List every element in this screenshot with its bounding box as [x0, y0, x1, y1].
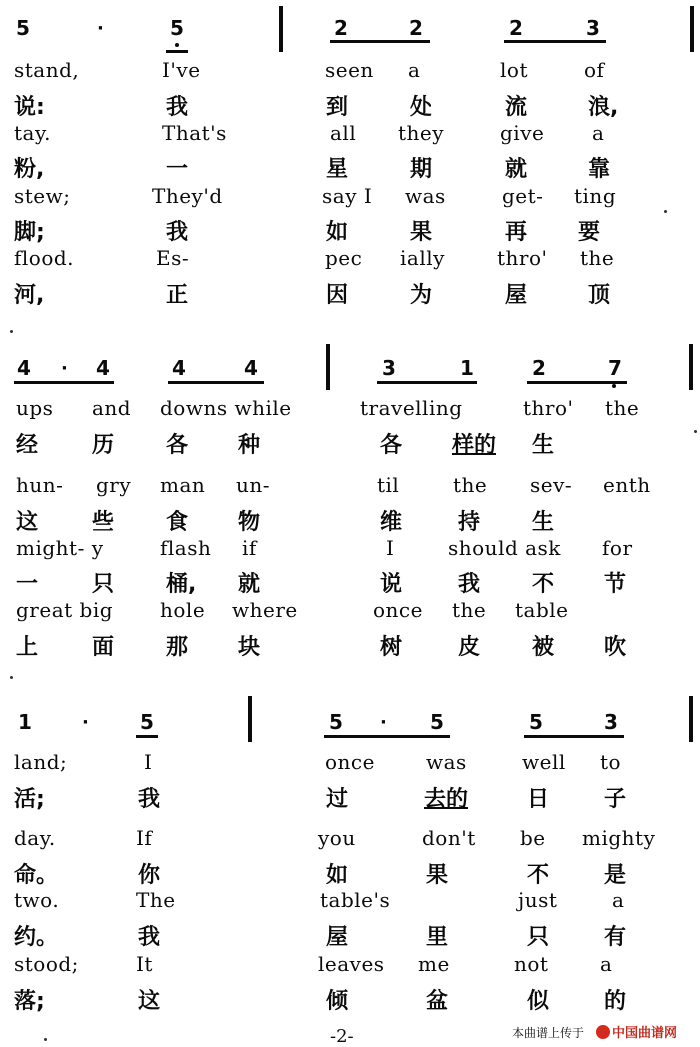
barline: [689, 696, 693, 742]
note: 2: [334, 16, 348, 40]
lyric-en: a: [592, 121, 605, 145]
beam-underline: [168, 381, 264, 384]
beam-underline: [377, 381, 477, 384]
scan-speck: [694, 430, 697, 433]
beam-underline: [524, 735, 624, 738]
lyric-cn: 处: [410, 95, 433, 120]
lyric-cn: 如: [326, 863, 349, 888]
lyric-cn: 一: [166, 157, 189, 182]
beam-underline: [527, 381, 627, 384]
scan-speck: [664, 210, 667, 213]
lyric-en: If: [136, 826, 153, 850]
dot-separator: ·: [380, 712, 387, 733]
lyric-cn: 块: [238, 635, 261, 660]
lyric-cn: 样的: [452, 433, 497, 458]
lyric-cn: 那: [166, 635, 189, 660]
scan-speck: [10, 676, 13, 679]
lyric-cn: 被: [532, 635, 555, 660]
lyric-en: ups: [16, 396, 54, 420]
lyric-en: stew;: [14, 184, 71, 208]
lyric-en: leaves: [318, 952, 385, 976]
lyric-cn: 期: [410, 157, 433, 182]
lyric-cn: 子: [604, 787, 627, 812]
lyric-en: sev-: [530, 473, 573, 497]
note: 2: [509, 16, 523, 40]
lyric-cn: 就: [505, 157, 528, 182]
lyric-cn: 盆: [426, 989, 449, 1014]
lyric-cn: 顶: [588, 283, 611, 308]
lyric-en: thro': [523, 396, 574, 420]
lyric-en: me: [418, 952, 450, 976]
note: 5: [16, 16, 30, 40]
lyric-cn: 如: [326, 220, 349, 245]
lyric-cn: 有: [604, 925, 627, 950]
lyric-en: you: [318, 826, 356, 850]
lyric-cn: 我: [166, 95, 189, 120]
lyric-cn: 食: [166, 510, 189, 535]
lyric-cn: 我: [458, 572, 481, 597]
lyric-cn: 约。: [14, 925, 59, 950]
lyric-cn: 历: [92, 433, 115, 458]
beam-underline: [330, 40, 430, 43]
lyric-cn: 屋: [505, 283, 528, 308]
lyric-cn: 只: [92, 572, 115, 597]
lyric-en: the: [453, 473, 488, 497]
lyric-en: thro': [497, 246, 548, 270]
lyric-cn: 这: [138, 989, 161, 1014]
lyric-en: I: [386, 536, 395, 560]
lyric-cn: 浪,: [588, 95, 619, 120]
lyric-en: They'd: [152, 184, 223, 208]
lyric-cn: 些: [92, 510, 115, 535]
lyric-cn: 去的: [424, 787, 469, 812]
lyric-en: mighty: [582, 826, 656, 850]
lyric-en: the: [452, 598, 487, 622]
lyric-cn: 说:: [14, 95, 45, 120]
lyric-en: I've: [162, 58, 201, 82]
lyric-en: land;: [14, 750, 68, 774]
page-number: -2-: [330, 1026, 354, 1047]
lyric-en: lot: [500, 58, 528, 82]
lyric-cn: 果: [426, 863, 449, 888]
lyric-en: two.: [14, 888, 60, 912]
note: 5: [430, 710, 444, 734]
lyric-en: might- y: [16, 536, 104, 560]
barline: [326, 344, 330, 390]
lyric-en: all: [330, 121, 357, 145]
lyric-cn: 物: [238, 510, 261, 535]
lyric-en: un-: [236, 473, 271, 497]
lyric-en: flood.: [14, 246, 75, 270]
lyric-en: Es-: [156, 246, 190, 270]
beam-underline: [136, 735, 158, 738]
lyric-en: and: [92, 396, 132, 420]
note: 5: [170, 16, 184, 40]
lyric-en: seen: [325, 58, 374, 82]
lyric-cn: 就: [238, 572, 261, 597]
note: 2: [532, 356, 546, 380]
lyric-cn: 我: [138, 787, 161, 812]
lyric-en: flash: [160, 536, 212, 560]
lyric-cn: 要: [578, 220, 601, 245]
note: 4: [96, 356, 110, 380]
lyric-cn: 正: [166, 283, 189, 308]
lyric-en: til: [377, 473, 400, 497]
lyric-cn: 的: [604, 989, 627, 1014]
upload-credit: 本曲谱上传于: [512, 1026, 585, 1040]
lyric-en: not: [514, 952, 549, 976]
note: 5: [529, 710, 543, 734]
lyric-en: stand,: [14, 58, 80, 82]
lyric-cn: 各: [166, 433, 189, 458]
lower-octave-dot: [175, 43, 179, 47]
beam-underline: [504, 40, 606, 43]
logo-icon: [596, 1025, 610, 1039]
note: 2: [409, 16, 423, 40]
lyric-en: That's: [162, 121, 227, 145]
beam-underline: [324, 735, 450, 738]
lyric-cn: 脚;: [14, 220, 45, 245]
lyric-cn: 经: [16, 433, 39, 458]
lyric-cn: 各: [380, 433, 403, 458]
lyric-cn: 不: [527, 863, 550, 888]
lyric-cn: 树: [380, 635, 403, 660]
lyric-cn: 是: [604, 863, 627, 888]
lyric-en: downs while: [160, 396, 292, 420]
lyric-en: if: [242, 536, 257, 560]
lyric-cn: 只: [527, 925, 550, 950]
beam-underline: [14, 381, 114, 384]
lyric-cn: 为: [410, 283, 433, 308]
note: 3: [586, 16, 600, 40]
dot-separator: ·: [82, 712, 89, 733]
scan-speck: [10, 330, 13, 333]
lyric-cn: 日: [527, 787, 550, 812]
site-logo: [596, 1022, 677, 1041]
note: 1: [18, 710, 32, 734]
lyric-cn: 粉,: [14, 157, 45, 182]
lyric-cn: 一: [16, 572, 39, 597]
lyric-cn: 桶,: [166, 572, 197, 597]
lyric-cn: 你: [138, 863, 161, 888]
barline: [689, 344, 693, 390]
lyric-cn: 因: [326, 283, 349, 308]
lyric-en: to: [600, 750, 622, 774]
lyric-en: pec: [325, 246, 363, 270]
lyric-cn: 倾: [326, 989, 349, 1014]
lyric-cn: 我: [138, 925, 161, 950]
lyric-cn: 节: [604, 572, 627, 597]
lyric-en: gry: [96, 473, 132, 497]
logo-text: 中国曲谱网: [612, 1026, 678, 1041]
lyric-cn: 果: [410, 220, 433, 245]
lyric-en: was: [405, 184, 446, 208]
lyric-cn: 流: [505, 95, 528, 120]
lower-octave-dot: [612, 384, 616, 388]
lyric-en: they: [398, 121, 445, 145]
note: 3: [382, 356, 396, 380]
lyric-en: great big: [16, 598, 114, 622]
note: 4: [244, 356, 258, 380]
lyric-cn: 到: [326, 95, 349, 120]
note: 4: [172, 356, 186, 380]
lyric-cn: 这: [16, 510, 39, 535]
beam-underline: [166, 50, 188, 53]
lyric-cn: 我: [166, 220, 189, 245]
lyric-en: table: [515, 598, 569, 622]
lyric-en: be: [520, 826, 546, 850]
lyric-cn: 生: [532, 433, 555, 458]
barline: [279, 6, 283, 52]
lyric-en: just: [518, 888, 558, 912]
lyric-en: I: [144, 750, 153, 774]
lyric-cn: 命。: [14, 863, 59, 888]
lyric-en: for: [602, 536, 633, 560]
lyric-cn: 过: [326, 787, 349, 812]
lyric-en: say I: [322, 184, 373, 208]
lyric-cn: 维: [380, 510, 403, 535]
note: 1: [460, 356, 474, 380]
lyric-en: hole: [160, 598, 206, 622]
lyric-cn: 皮: [458, 635, 481, 660]
lyric-cn: 吹: [604, 635, 627, 660]
lyric-en: table's: [320, 888, 391, 912]
lyric-cn: 上: [16, 635, 39, 660]
lyric-en: was: [426, 750, 467, 774]
note: 3: [604, 710, 618, 734]
note: 7: [608, 356, 622, 380]
lyric-cn: 说: [380, 572, 403, 597]
lyric-en: where: [232, 598, 298, 622]
lyric-en: ially: [400, 246, 445, 270]
lyric-en: travelling: [360, 396, 463, 420]
lyric-cn: 生: [532, 510, 555, 535]
barline: [690, 6, 694, 52]
lyric-en: get-: [502, 184, 544, 208]
note: 5: [329, 710, 343, 734]
lyric-en: It: [136, 952, 153, 976]
lyric-cn: 持: [458, 510, 481, 535]
lyric-en: day.: [14, 826, 56, 850]
lyric-en: don't: [422, 826, 476, 850]
lyric-cn: 种: [238, 433, 261, 458]
lyric-en: ting: [574, 184, 617, 208]
lyric-en: give: [500, 121, 545, 145]
lyric-en: once: [373, 598, 423, 622]
lyric-en: a: [408, 58, 421, 82]
lyric-en: The: [136, 888, 176, 912]
lyric-en: man: [160, 473, 206, 497]
lyric-en: a: [612, 888, 625, 912]
lyric-en: hun-: [16, 473, 64, 497]
lyric-en: a: [600, 952, 613, 976]
barline: [248, 696, 252, 742]
lyric-cn: 屋: [326, 925, 349, 950]
dot-separator: ·: [61, 358, 68, 379]
lyric-cn: 靠: [588, 157, 611, 182]
lyric-cn: 不: [532, 572, 555, 597]
lyric-en: the: [605, 396, 640, 420]
lyric-cn: 河,: [14, 283, 45, 308]
lyric-cn: 再: [505, 220, 528, 245]
lyric-en: well: [522, 750, 566, 774]
lyric-cn: 似: [527, 989, 550, 1014]
note: 5: [140, 710, 154, 734]
lyric-en: enth: [603, 473, 651, 497]
lyric-en: the: [580, 246, 615, 270]
note: 4: [17, 356, 31, 380]
lyric-en: of: [584, 58, 605, 82]
lyric-cn: 落;: [14, 989, 45, 1014]
lyric-en: should ask: [448, 536, 561, 560]
lyric-en: once: [325, 750, 375, 774]
lyric-en: tay.: [14, 121, 51, 145]
lyric-en: stood;: [14, 952, 79, 976]
lyric-cn: 里: [426, 925, 449, 950]
lyric-cn: 星: [326, 157, 349, 182]
dot-separator: ·: [97, 18, 104, 39]
lyric-cn: 活;: [14, 787, 45, 812]
scan-speck: [44, 1038, 47, 1041]
lyric-cn: 面: [92, 635, 115, 660]
